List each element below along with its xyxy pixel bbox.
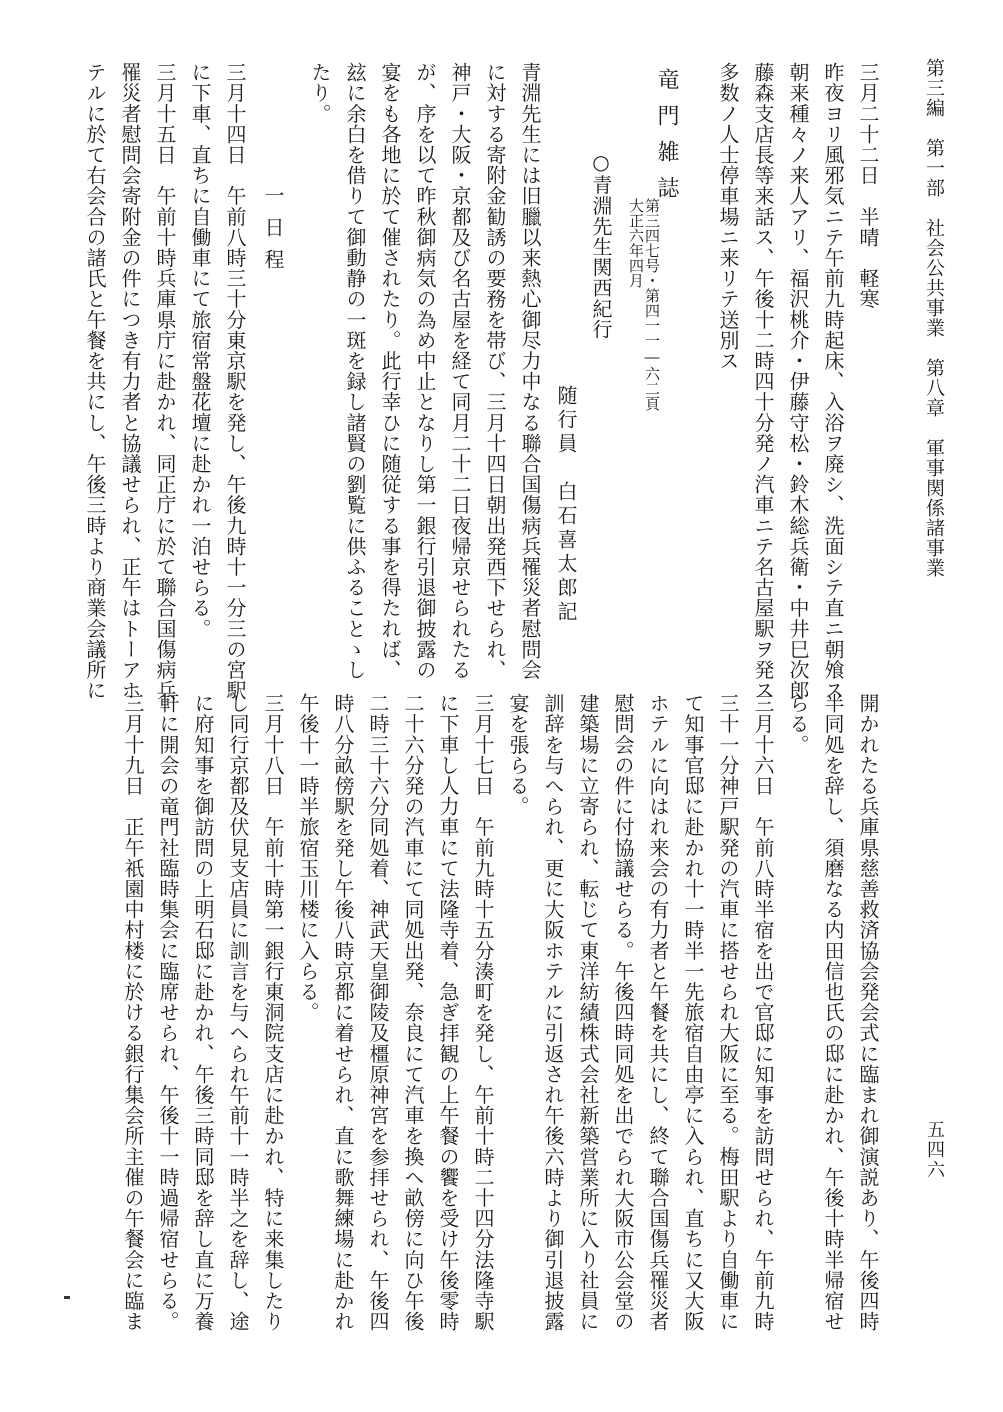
source-title: 竜門雑誌 <box>654 68 679 212</box>
print-speck <box>64 1296 70 1299</box>
body-line: 三月十八日 午前十時第一銀行東洞院支店に赴かれ、特に来集したり <box>261 693 285 1332</box>
intro-line: 玆に余白を借りて御動静の一斑を録し諸賢の劉覧に供ふることゝし <box>343 62 367 680</box>
diary-line: 藤森支店長等来話ス、午後十二時四十分発ノ汽車ニテ名古屋駅ヲ発ス <box>751 62 775 701</box>
body-line: 三十一分神戸駅発の汽車に搭せられ大阪に至る。梅田駅より自働車に <box>716 693 740 1332</box>
schedule-line: 罹災者慰問会寄附金の件につき有力者と協議せられ、正午はトーアホ <box>118 62 142 701</box>
body-line: 三月十七日 午前九時十五分湊町を発し、午前十時二十四分法隆寺駅 <box>471 693 495 1332</box>
intro-line: 宴をも各地に於て催されたり。此行幸ひに随従する事を得たれば、 <box>378 62 402 680</box>
section-heading: 一日程 <box>261 185 285 281</box>
body-line: 建築場に立寄られ、転じて東洋紡績株式会社新築営業所に入り社員に <box>576 693 600 1332</box>
source-issue: 第三四七号・第四一一―六二頁 <box>643 198 661 411</box>
body-line: 軒に開会の竜門社臨時集会に臨席せられ、午後十一時過帰宿せらる。 <box>156 693 180 1332</box>
intro-line: 神戸・大阪・京都及び名古屋を経て同月二十二日夜帰京せられたる <box>448 62 472 680</box>
body-line: 慰問会の件に付協議せらる。午後四時同処を出でられ大阪市公会堂の <box>611 693 635 1332</box>
schedule-line: に下車、直ちに自働車にて旅宿常盤花壇に赴かれ一泊せらる。 <box>188 62 212 639</box>
schedule-line: 三月十五日 午前十時兵庫県庁に赴かれ、同正庁に於て聯合国傷病兵 <box>153 62 177 701</box>
body-line: 時八分畝傍駅を発し午後八時京都に着せられ、直に歌舞練場に赴かれ <box>331 693 355 1332</box>
article-subtitle: ○青淵先生関西紀行 <box>589 150 613 340</box>
body-line: 三月十九日 正午祇園中村楼に於ける銀行集会所主催の午餐会に臨ま <box>121 693 145 1332</box>
body-line: 二十六分発の汽車にて同処出発、奈良にて汽車を換へ畝傍に向ひ午後 <box>401 693 425 1332</box>
diary-line: 朝来種々ノ来人アリ、福沢桃介・伊藤守松・鈴木総兵衛・中井巳次郎 <box>786 62 810 701</box>
body-line: 半同処を辞し、須磨なる内田信也氏の邸に赴かれ、午後十時半帰宿せ <box>821 693 845 1332</box>
body-line: 訓辞を与へられ、更に大阪ホテルに引返され午後六時より御引退披露 <box>541 693 565 1332</box>
body-line: に下車し人力車にて法隆寺着、急ぎ拝観の上午餐の饗を受け午後零時 <box>436 693 460 1332</box>
diary-line: 多数ノ人士停車場ニ来リテ送別ス <box>716 62 740 371</box>
intro-line: が、序を以て昨秋御病気の為め中止となりし第一銀行引退御披露の <box>413 62 437 680</box>
schedule-line: テルに於て右会合の諸氏と午餐を共にし、午後三時より商業会議所に <box>83 62 107 701</box>
source-date: 大正六年四月 <box>627 198 645 288</box>
body-line: に府知事を御訪問の上明石邸に赴かれ、午後三時同邸を辞し直に万養 <box>191 693 215 1332</box>
body-line: 二時三十六分同処着、神武天皇御陵及橿原神宮を参拝せられ、午後四 <box>366 693 390 1332</box>
body-line: 開かれたる兵庫県慈善救済協会発会式に臨まれ御演説あり、午後四時 <box>856 693 880 1332</box>
body-line: て知事官邸に赴かれ十一時半一先旅宿自由亭に入られ、直ちに又大阪 <box>681 693 705 1332</box>
schedule-line: 三月十四日 午前八時三十分東京駅を発し、午後九時十一分三の宮駅 <box>223 62 247 701</box>
body-line: し同行京都及伏見支店員に訓言を与へられ午前十一時半之を辞し、途 <box>226 693 250 1332</box>
intro-line: 青淵先生には旧臘以来熱心御尽力中なる聯合国傷病兵罹災者慰問会 <box>518 62 542 680</box>
diary-line: 昨夜ヨリ風邪気ニテ午前九時起床、入浴ヲ廃シ、洗面シテ直ニ朝飧ス <box>821 62 845 701</box>
article-author: 随行員 白石喜太郎記 <box>554 385 578 625</box>
page-number: 五四六 <box>924 1120 945 1180</box>
diary-line: 三月二十二日 半晴 軽寒 <box>856 62 880 310</box>
running-header: 第三編 第一部 社会公共事業 第八章 軍事関係諸事業 <box>923 58 945 578</box>
body-line: 宴を張らる。 <box>506 693 530 817</box>
body-line: らる。 <box>786 693 810 755</box>
body-line: 三月十六日 午前八時半宿を出で官邸に知事を訪問せられ、午前九時 <box>751 693 775 1332</box>
intro-line: に対する寄附金勧誘の要務を帯び、三月十四日朝出発西下せられ、 <box>483 62 507 680</box>
intro-line: たり。 <box>308 62 332 124</box>
body-line: 午後十一時半旅宿玉川楼に入らる。 <box>296 693 320 1023</box>
body-line: ホテルに向はれ来会の有力者と午餐を共にし、終て聯合国傷兵罹災者 <box>646 693 670 1332</box>
